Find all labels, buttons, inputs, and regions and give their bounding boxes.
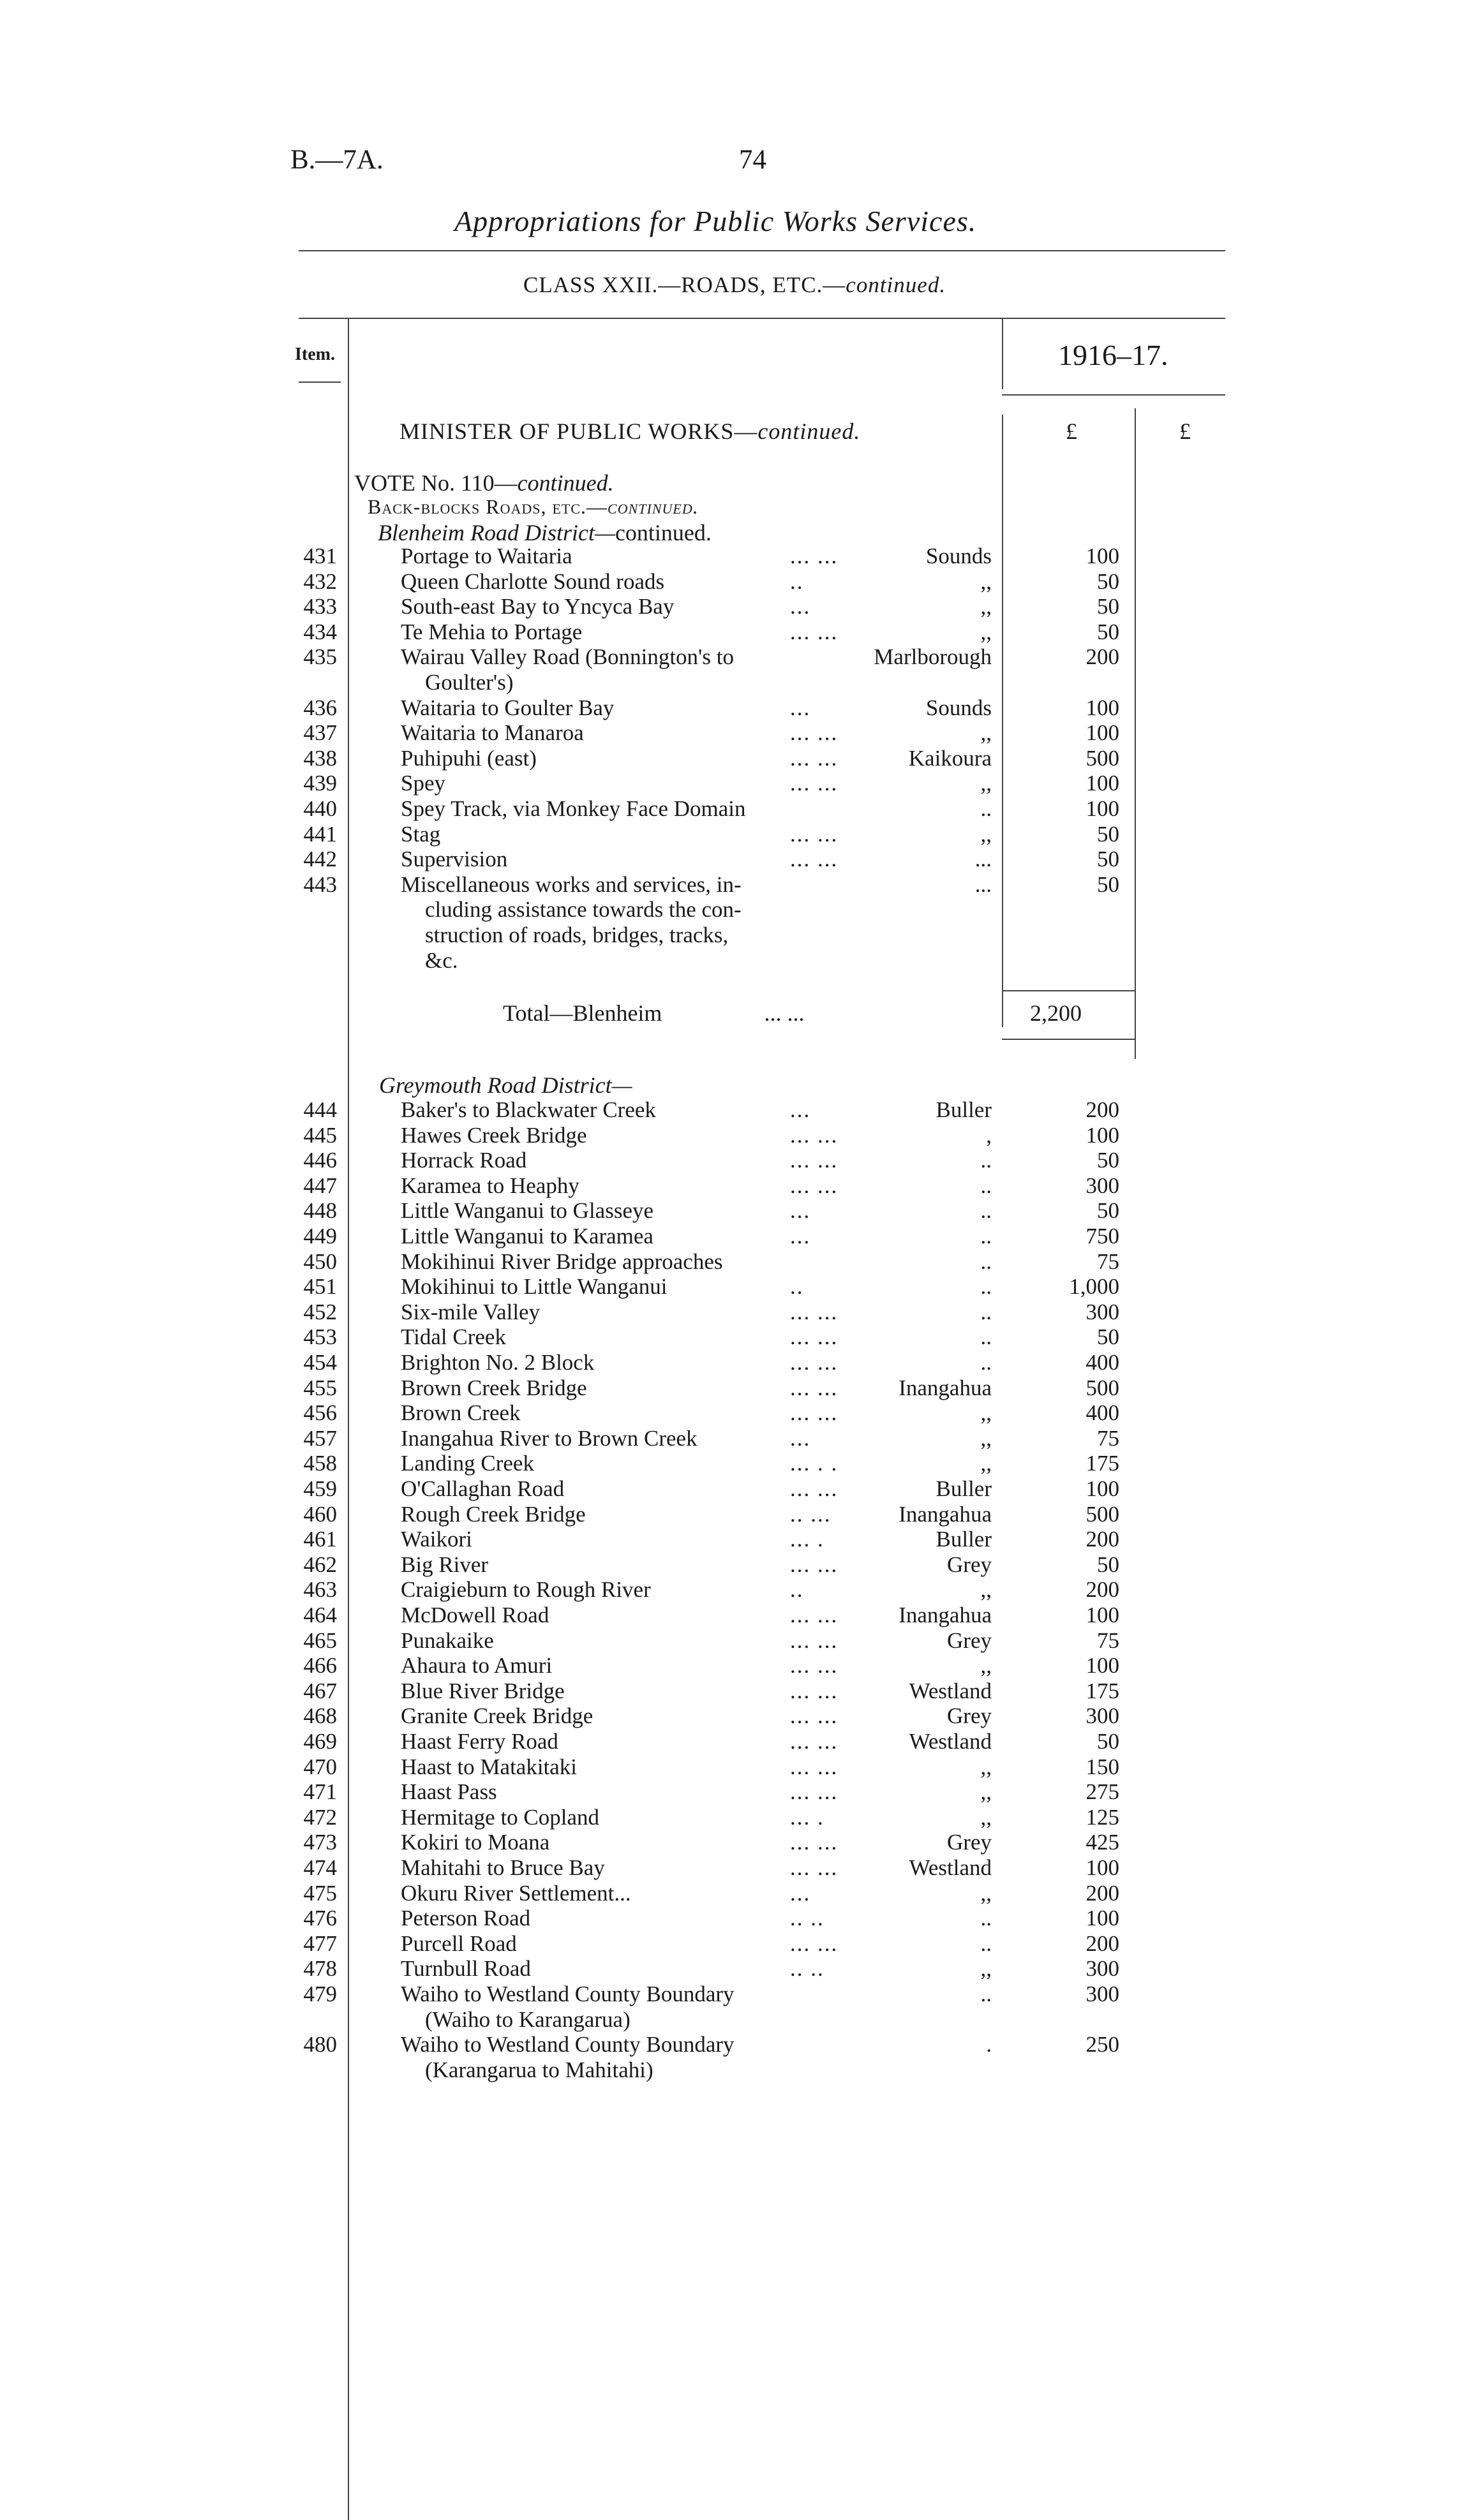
item-number: 457 [303, 1425, 337, 1451]
item-description: Queen Charlotte Sound roads .. [401, 568, 804, 594]
item-amount: 750 [1085, 1224, 1119, 1249]
item-description: Miscellaneous works and services, in- [401, 871, 742, 897]
item-description: Spey Track, via Monkey Face Domain [401, 796, 746, 821]
item-description: Blue River Bridge ... ... [401, 1678, 839, 1703]
item-description: Baker's to Blackwater Creek ... [401, 1097, 811, 1122]
item-county: ,, [980, 821, 992, 847]
total-blenheim-amount: 2,200 [1030, 1000, 1082, 1026]
item-county: Inangahua [899, 1375, 992, 1400]
item-amount: 50 [1097, 1148, 1119, 1173]
item-county: ,, [980, 1880, 992, 1906]
leader-dots: ... ... [790, 1400, 839, 1426]
item-county: ,, [980, 1754, 992, 1779]
item-description: Turnbull Road .. .. [401, 1956, 824, 1982]
item-amount: 100 [1085, 1653, 1119, 1679]
item-amount: 200 [1085, 1097, 1119, 1122]
item-description: Peterson Road .. .. [401, 1906, 824, 1931]
item-number: 466 [303, 1653, 337, 1679]
item-number: 439 [303, 771, 337, 796]
item-amount: 250 [1085, 2032, 1119, 2057]
leader-dots: ... ... [790, 847, 839, 872]
item-county: , [986, 1122, 992, 1148]
item-description: Haast to Matakitaki ... ... [401, 1754, 839, 1779]
leader-dots: ... . [790, 1804, 824, 1830]
item-number: 442 [303, 847, 337, 872]
item-number: 447 [303, 1173, 337, 1198]
minister-heading: MINISTER OF PUBLIC WORKS—continued. [399, 419, 861, 444]
item-amount: 75 [1097, 1627, 1119, 1653]
currency-header-1: £ [1066, 419, 1077, 444]
item-county: .. [980, 1906, 992, 1931]
item-county: .. [980, 1249, 992, 1274]
item-number: 477 [303, 1931, 337, 1956]
item-description: Purcell Road ... ... [401, 1931, 839, 1956]
item-number: 458 [303, 1451, 337, 1476]
item-county: .. [980, 1224, 992, 1249]
item-amount: 50 [1097, 847, 1119, 872]
leader-dots: ... . . [790, 1451, 839, 1476]
leader-dots: ... [790, 1880, 811, 1906]
item-description: Hermitage to Copland ... . [401, 1804, 824, 1830]
item-number: 455 [303, 1375, 337, 1400]
title-rule [299, 250, 1225, 251]
item-description: Craigieburn to Rough River .. [401, 1577, 804, 1603]
item-number: 453 [303, 1324, 337, 1350]
item-county: Sounds [925, 695, 992, 720]
item-amount: 300 [1085, 1956, 1119, 1982]
item-number: 448 [303, 1198, 337, 1224]
item-description: Haast Ferry Road ... ... [401, 1729, 839, 1754]
item-county: ,, [980, 1577, 992, 1603]
item-amount: 50 [1097, 1552, 1119, 1577]
item-amount: 175 [1085, 1451, 1119, 1476]
item-number: 469 [303, 1729, 337, 1754]
leader-dots: .. [790, 1577, 804, 1603]
item-county: .. [980, 1198, 992, 1224]
item-amount: 50 [1097, 1198, 1119, 1224]
item-county: Grey [947, 1830, 992, 1855]
item-description: Te Mehia to Portage ... ... [401, 619, 839, 644]
item-county: Westland [909, 1855, 992, 1880]
item-amount: 75 [1097, 1425, 1119, 1451]
item-number: 470 [303, 1754, 337, 1779]
item-description: Haast Pass ... ... [401, 1779, 839, 1805]
leader-dots: ... ... [790, 1122, 839, 1148]
item-description: Brighton No. 2 Block ... ... [401, 1350, 839, 1375]
item-amount: 75 [1097, 1249, 1119, 1274]
item-description-continued: (Karangarua to Mahitahi) [425, 2057, 653, 2082]
total-top-rule [1002, 990, 1135, 991]
item-county: .. [980, 1982, 992, 2006]
item-description: Six-mile Valley ... ... [401, 1299, 839, 1324]
item-number: 440 [303, 796, 337, 821]
item-amount: 100 [1085, 1906, 1119, 1931]
item-description: Tidal Creek ... ... [401, 1324, 839, 1350]
item-county: Westland [909, 1678, 992, 1703]
item-amount: 300 [1085, 1173, 1119, 1198]
class-rule [299, 318, 1225, 319]
leader-dots: ... ... [790, 1375, 839, 1400]
item-number: 451 [303, 1274, 337, 1300]
item-description: Waiho to Westland County Boundary [401, 2032, 735, 2057]
item-number: 434 [303, 619, 337, 644]
year-column-header: 1916–17. [1058, 339, 1168, 371]
year-column-left-border [1002, 319, 1003, 389]
leader-dots: ... ... [790, 1754, 839, 1779]
item-number: 433 [303, 594, 337, 619]
item-number: 459 [303, 1476, 337, 1501]
item-number: 452 [303, 1299, 337, 1324]
item-county: ... [974, 871, 992, 897]
item-amount: 400 [1085, 1350, 1119, 1375]
leader-dots: ... ... [790, 1703, 839, 1729]
item-county: ,, [980, 720, 992, 746]
item-county: ,, [980, 1804, 992, 1830]
item-amount: 100 [1085, 720, 1119, 746]
item-description: McDowell Road ... ... [401, 1603, 839, 1627]
item-description: Waitaria to Goulter Bay ... [401, 695, 811, 720]
item-number: 449 [303, 1224, 337, 1249]
item-number: 450 [303, 1249, 337, 1274]
item-amount: 50 [1097, 594, 1119, 619]
item-number: 464 [303, 1603, 337, 1627]
item-number: 468 [303, 1703, 337, 1729]
item-county: .. [980, 1931, 992, 1956]
leader-dots: ... [790, 1425, 811, 1451]
leader-dots: ... . [790, 1527, 824, 1552]
item-description: South-east Bay to Yncyca Bay ... [401, 594, 811, 619]
leader-dots: ... ... [790, 1931, 839, 1956]
item-description: Mahitahi to Bruce Bay ... ... [401, 1855, 839, 1880]
item-amount: 1,000 [1069, 1274, 1119, 1300]
item-number: 443 [303, 871, 337, 897]
item-amount: 50 [1097, 871, 1119, 897]
item-amount: 200 [1085, 1880, 1119, 1906]
item-number: 471 [303, 1779, 337, 1805]
item-amount: 50 [1097, 568, 1119, 594]
item-amount: 100 [1085, 1855, 1119, 1880]
item-county: ,, [980, 1400, 992, 1426]
item-number: 446 [303, 1148, 337, 1173]
item-county: ,, [980, 1451, 992, 1476]
item-description: Landing Creek ... . . [401, 1451, 839, 1476]
page-title: Appropriations for Public Works Services. [454, 205, 977, 237]
item-amount: 100 [1085, 1476, 1119, 1501]
leader-dots: .. [790, 1274, 804, 1300]
item-amount: 500 [1085, 1375, 1119, 1400]
item-county: . [986, 2032, 992, 2057]
item-description: Brown Creek Bridge ... ... [401, 1375, 839, 1400]
item-number: 438 [303, 745, 337, 771]
leader-dots: ... ... [790, 1627, 839, 1653]
leader-dots: ... ... [790, 745, 839, 771]
item-amount: 50 [1097, 619, 1119, 644]
leader-dots: ... ... [790, 1299, 839, 1324]
item-amount: 100 [1085, 544, 1119, 568]
item-header-rule [299, 382, 341, 383]
item-amount: 300 [1085, 1703, 1119, 1729]
total-blenheim-label: Total—Blenheim ... ... [503, 1000, 805, 1026]
item-description: Brown Creek ... ... [401, 1400, 839, 1426]
item-amount: 275 [1085, 1779, 1119, 1805]
item-number: 480 [303, 2032, 337, 2057]
amount-column-right-border [1135, 408, 1136, 1059]
item-county: .. [980, 1173, 992, 1198]
leader-dots: ... ... [790, 619, 839, 644]
item-county: .. [980, 796, 992, 821]
item-amount: 300 [1085, 1299, 1119, 1324]
item-amount: 100 [1085, 796, 1119, 821]
item-amount: 200 [1085, 1527, 1119, 1552]
item-amount: 100 [1085, 1122, 1119, 1148]
item-county: Inangahua [899, 1603, 992, 1627]
item-county: ... [974, 847, 992, 872]
item-description-continued: cluding assistance towards the con- [425, 897, 742, 923]
item-description: Mokihinui to Little Wanganui .. [401, 1274, 804, 1300]
item-description: Big River ... ... [401, 1552, 839, 1577]
item-amount: 100 [1085, 695, 1119, 720]
item-description: Supervision ... ... [401, 847, 839, 872]
leader-dots: ... ... [790, 544, 839, 568]
item-description: Okuru River Settlement... ... [401, 1880, 811, 1906]
item-number: 432 [303, 568, 337, 594]
leader-dots: .. ... [790, 1501, 832, 1527]
item-number: 445 [303, 1122, 337, 1148]
item-number: 444 [303, 1097, 337, 1122]
item-number: 478 [303, 1956, 337, 1982]
item-description: Waikori ... . [401, 1527, 824, 1552]
total-bottom-rule [1002, 1039, 1135, 1040]
leader-dots: ... ... [790, 1350, 839, 1375]
item-county: ,, [980, 1425, 992, 1451]
item-amount: 125 [1085, 1804, 1119, 1830]
item-description: Portage to Waitaria ... ... [401, 544, 839, 568]
item-number: 467 [303, 1678, 337, 1703]
page-number: 74 [739, 145, 766, 175]
item-number: 473 [303, 1830, 337, 1855]
item-description: Puhipuhi (east) ... ... [401, 745, 839, 771]
item-column-divider [348, 319, 349, 2520]
item-county: Grey [947, 1552, 992, 1577]
item-county: Grey [947, 1627, 992, 1653]
item-number: 454 [303, 1350, 337, 1375]
leader-dots: ... ... [790, 1552, 839, 1577]
item-description: Ahaura to Amuri ... ... [401, 1653, 839, 1679]
item-amount: 200 [1085, 1577, 1119, 1603]
item-description: Rough Creek Bridge .. ... [401, 1501, 832, 1527]
item-county: .. [980, 1148, 992, 1173]
leader-dots: ... ... [790, 821, 839, 847]
item-amount: 500 [1085, 1501, 1119, 1527]
item-county: Buller [936, 1476, 992, 1501]
item-county: Kaikoura [908, 745, 992, 771]
item-description: Mokihinui River Bridge approaches [401, 1249, 723, 1274]
item-county: .. [980, 1324, 992, 1350]
item-number: 441 [303, 821, 337, 847]
leader-dots: ... ... [790, 1603, 839, 1627]
leader-dots: ... ... [790, 1324, 839, 1350]
item-description: Granite Creek Bridge ... ... [401, 1703, 839, 1729]
leader-dots: .. .. [790, 1906, 824, 1931]
leader-dots: ... ... [790, 1476, 839, 1501]
item-amount: 300 [1085, 1982, 1119, 2006]
leader-dots: ... [790, 695, 811, 720]
item-amount: 150 [1085, 1754, 1119, 1779]
item-amount: 175 [1085, 1678, 1119, 1703]
item-amount: 100 [1085, 1603, 1119, 1627]
item-number: 463 [303, 1577, 337, 1603]
leader-dots: ... ... [790, 1148, 839, 1173]
item-number: 435 [303, 644, 337, 670]
item-amount: 200 [1085, 644, 1119, 670]
item-county: ,, [980, 1956, 992, 1982]
leader-dots: ... ... [790, 1779, 839, 1805]
item-number: 460 [303, 1501, 337, 1527]
item-amount: 200 [1085, 1931, 1119, 1956]
leader-dots: ... ... [790, 1653, 839, 1679]
item-description: Spey ... ... [401, 771, 839, 796]
item-county: Inangahua [899, 1501, 992, 1527]
item-amount: 400 [1085, 1400, 1119, 1426]
item-amount: 50 [1097, 1324, 1119, 1350]
item-number: 431 [303, 544, 337, 568]
item-number: 462 [303, 1552, 337, 1577]
item-amount: 425 [1085, 1830, 1119, 1855]
item-county: ,, [980, 594, 992, 619]
vote-heading: VOTE No. 110—continued. [354, 470, 614, 496]
item-description: Kokiri to Moana ... ... [401, 1830, 839, 1855]
greymouth-heading: Greymouth Road District— [379, 1072, 632, 1098]
item-county: Buller [936, 1527, 992, 1552]
item-amount: 500 [1085, 745, 1119, 771]
item-number: 465 [303, 1627, 337, 1653]
leader-dots: ... ... [790, 1855, 839, 1880]
amount-column-left-border [1002, 415, 1003, 1027]
item-description: Waitaria to Manaroa ... ... [401, 720, 839, 746]
item-description: Hawes Creek Bridge ... ... [401, 1122, 839, 1148]
class-heading: CLASS XXII.—ROADS, ETC.—continued. [523, 272, 946, 297]
item-number: 461 [303, 1527, 337, 1552]
item-number: 475 [303, 1880, 337, 1906]
leader-dots: .. [790, 568, 804, 594]
leader-dots: ... ... [790, 1173, 839, 1198]
item-number: 437 [303, 720, 337, 746]
leader-dots: ... [790, 594, 811, 619]
item-description-continued: (Waiho to Karangarua) [425, 2006, 630, 2032]
leader-dots: ... ... [790, 1678, 839, 1703]
item-description: O'Callaghan Road ... ... [401, 1476, 839, 1501]
item-county: ,, [980, 771, 992, 796]
item-column-header: Item. [295, 345, 335, 364]
item-description: Stag ... ... [401, 821, 839, 847]
item-number: 436 [303, 695, 337, 720]
item-description: Karamea to Heaphy ... ... [401, 1173, 839, 1198]
item-county: ,, [980, 1653, 992, 1679]
item-description: Inangahua River to Brown Creek ... [401, 1425, 811, 1451]
item-description: Wairau Valley Road (Bonnington's to [401, 644, 734, 670]
item-description-continued: struction of roads, bridges, tracks, [425, 923, 729, 947]
item-county: ,, [980, 568, 992, 594]
item-county: Grey [947, 1703, 992, 1729]
item-description: Little Wanganui to Glasseye ... [401, 1198, 811, 1224]
leader-dots: ... [790, 1224, 811, 1249]
item-county: Westland [909, 1729, 992, 1754]
item-county: .. [980, 1274, 992, 1300]
item-description: Waiho to Westland County Boundary [401, 1982, 735, 2006]
item-description: Punakaike ... ... [401, 1627, 839, 1653]
document-reference: B.—7A. [290, 145, 384, 175]
item-county: ,, [980, 619, 992, 644]
leader-dots: ... ... [790, 1729, 839, 1754]
item-number: 474 [303, 1855, 337, 1880]
item-county: ,, [980, 1779, 992, 1805]
item-county: .. [980, 1350, 992, 1375]
year-header-rule [1002, 394, 1225, 396]
leader-dots: ... ... [790, 1830, 839, 1855]
item-amount: 50 [1097, 1729, 1119, 1754]
leader-dots: ... [790, 1198, 811, 1224]
item-number: 456 [303, 1400, 337, 1426]
item-county: Buller [936, 1097, 992, 1122]
item-county: Marlborough [874, 644, 992, 670]
blenheim-heading: Blenheim Road District—continued. [378, 520, 712, 545]
item-description-continued: Goulter's) [425, 670, 514, 695]
leader-dots: ... ... [790, 720, 839, 746]
item-number: 476 [303, 1906, 337, 1931]
backblocks-heading: Back-blocks Roads, etc.—continued. [368, 495, 699, 518]
item-description: Little Wanganui to Karamea ... [401, 1224, 811, 1249]
leader-dots: ... [790, 1097, 811, 1122]
leader-dots: ... ... [790, 771, 839, 796]
item-description-continued: &c. [425, 947, 458, 973]
item-amount: 50 [1097, 821, 1119, 847]
item-amount: 100 [1085, 771, 1119, 796]
item-county: .. [980, 1299, 992, 1324]
currency-header-2: £ [1179, 419, 1191, 444]
item-number: 472 [303, 1804, 337, 1830]
item-description: Horrack Road ... ... [401, 1148, 839, 1173]
item-county: Sounds [925, 544, 992, 568]
leader-dots: .. .. [790, 1956, 824, 1982]
item-number: 479 [303, 1982, 337, 2006]
